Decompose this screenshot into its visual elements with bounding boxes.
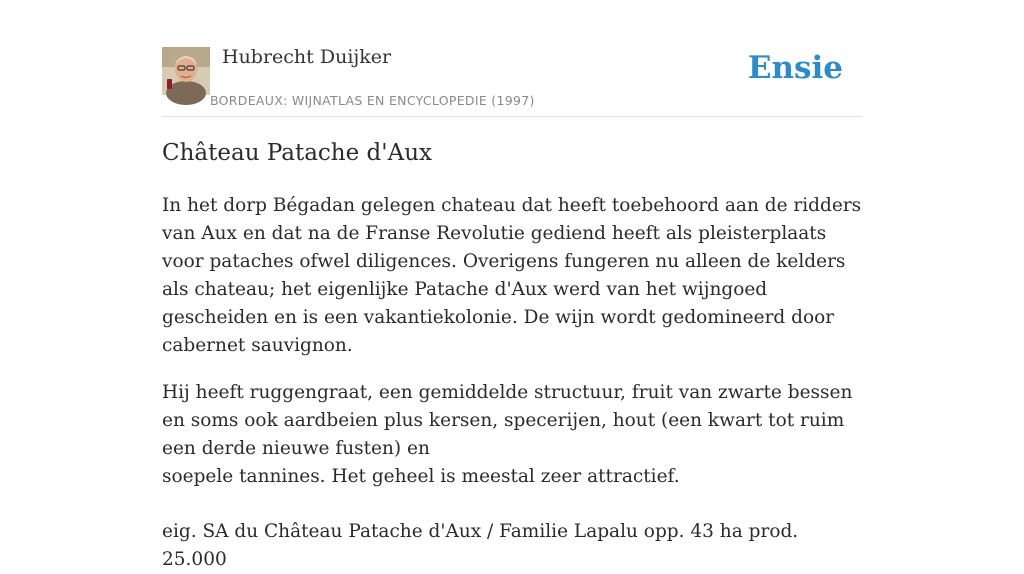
- paragraph: Hij heeft ruggengraat, een gemiddelde structuur, fruit van zwarte bessen en soms ook aardbeien plus kersen, specerijen, hout (een kwart tot ruim een derde nieuwe fusten) en: [162, 382, 853, 459]
- article-header: [162, 0, 862, 117]
- page-title: Château Patache d'Aux: [162, 140, 432, 166]
- ensie-logo[interactable]: Ensie: [747, 50, 843, 86]
- avatar-portrait-icon: [162, 47, 210, 95]
- source-label[interactable]: BORDEAUX: WIJNATLAS EN ENCYCLOPEDIE (1997): [210, 93, 535, 108]
- paragraph: eig. SA du Château Patache d'Aux / Familie Lapalu opp. 43 ha prod. 25.000: [162, 521, 799, 570]
- paragraph: In het dorp Bégadan gelegen chateau dat heeft toebehoord aan de ridders van Aux en dat na de Franse Revolutie gediend heeft als pleisterplaats voor pataches ofwel diligences. Overigens fungeren nu alleen de kelders als chateau; het eigenlijke Patache d'Aux werd van het wijngoed gescheiden en is een vakantiekolonie. De wijn wordt gedomineerd door cabernet sauvignon.: [162, 195, 862, 356]
- page-container: [162, 0, 862, 570]
- paragraph: soepele tannines. Het geheel is meestal zeer attractief.: [162, 466, 680, 487]
- author-avatar[interactable]: [162, 47, 210, 95]
- author-name[interactable]: Hubrecht Duijker: [222, 46, 392, 68]
- article-body: [162, 192, 862, 574]
